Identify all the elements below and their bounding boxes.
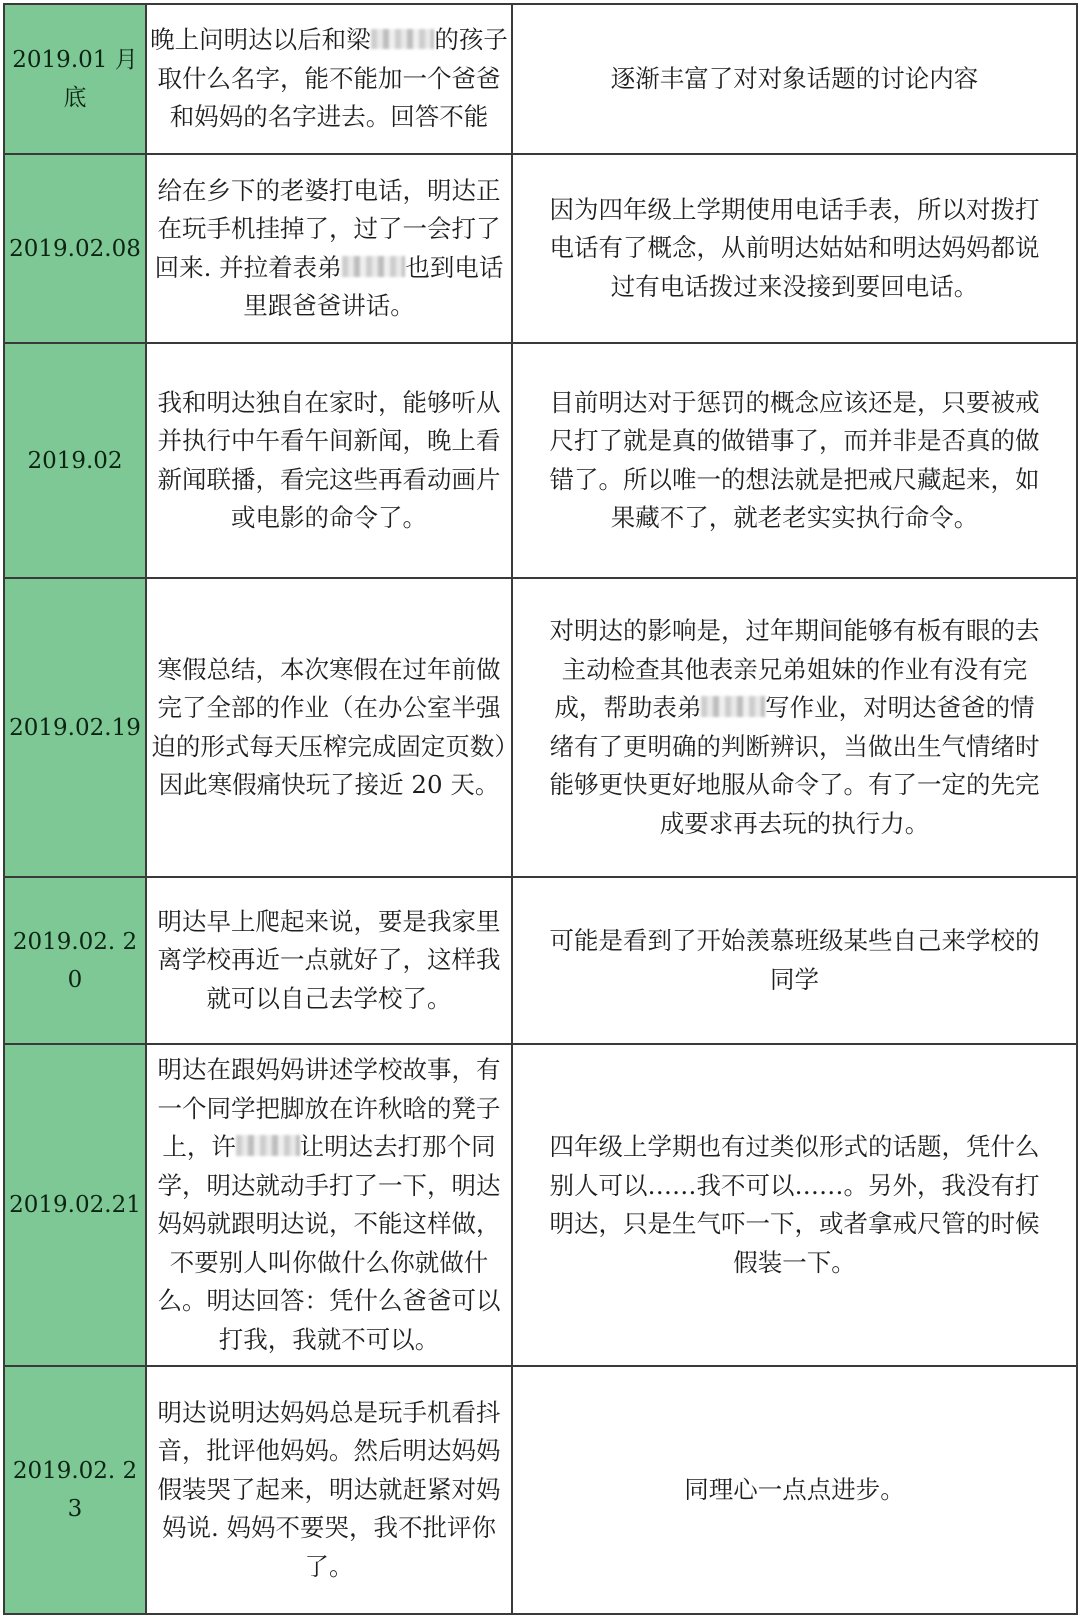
table-row — [4, 1366, 1077, 1614]
date-text: 2019.02. 20 — [12, 928, 138, 993]
note-text: 逐渐丰富了对对象话题的讨论内容 — [610, 63, 979, 93]
date-cell — [4, 877, 146, 1044]
table-row — [4, 877, 1077, 1044]
date-cell — [4, 578, 146, 877]
event-text: 寒假总结，本次寒假在过年前做完了全部的作业（在办公室半强迫的形式每天压榨完成固定页数）因此寒假痛快玩了接近 20 天。 — [151, 654, 507, 799]
date-cell — [4, 1044, 146, 1366]
note-text: 因为四年级上学期使用电话手表，所以对拨打电话有了概念，从前明达姑姑和明达妈妈都说过有电话拨过来没接到要回电话。 — [549, 194, 1040, 301]
note-text: 写作业，对明达爸爸的情绪有了更明确的判断辨识，当做出生气情绪时能够更快更好地服从命令了。有了一定的先完成要求再去玩的执行力。 — [549, 693, 1040, 838]
event-cell — [146, 1366, 512, 1614]
date-text: 2019.02. 23 — [12, 1458, 138, 1522]
note-text: 目前明达对于惩罚的概念应该还是，只要被戒尺打了就是真的做错事了，而并非是否真的做错了。所以唯一的想法就是把戒尺藏起来，如果藏不了，就老老实实执行命令。 — [549, 387, 1040, 532]
redacted-name — [701, 696, 765, 717]
date-text: 2019.02.19 — [9, 714, 141, 741]
date-cell — [4, 154, 146, 343]
table-row — [4, 343, 1077, 578]
event-text: 明达早上爬起来说，要是我家里离学校再近一点就好了，这样我就可以自己去学校了。 — [157, 906, 501, 1013]
date-cell — [4, 1366, 146, 1614]
event-cell — [146, 154, 512, 343]
event-text: 明达说明达妈妈总是玩手机看抖音，批评他妈妈。然后明达妈妈假装哭了起来，明达就赶紧对妈妈说. 妈妈不要哭，我不批评你了。 — [157, 1397, 501, 1581]
note-text: 四年级上学期也有过类似形式的话题，凭什么别人可以……我不可以……。另外，我没有打明达，只是生气吓一下，或者拿戒尺管的时候假装一下。 — [549, 1132, 1040, 1277]
event-cell — [146, 578, 512, 877]
note-cell — [512, 154, 1077, 343]
date-text: 2019.02.08 — [9, 235, 141, 262]
note-cell — [512, 578, 1077, 877]
table-row — [4, 154, 1077, 343]
note-text: 可能是看到了开始羡慕班级某些自己来学校的同学 — [549, 926, 1040, 994]
table-row — [4, 4, 1077, 154]
event-cell — [146, 877, 512, 1044]
event-cell — [146, 1044, 512, 1366]
event-cell — [146, 343, 512, 578]
table-row — [4, 578, 1077, 877]
date-cell — [4, 4, 146, 154]
redacted-name — [371, 29, 435, 50]
event-cell — [146, 4, 512, 154]
note-text: 对明达的影响是，过年期间能够有板有眼的去主动检查其他表亲兄弟姐妹的作业有没有完成，帮助表弟 — [549, 616, 1040, 722]
event-text: 晚上问明达以后和梁 — [150, 25, 371, 55]
date-text: 2019.01 月底 — [12, 47, 138, 111]
date-text: 2019.02.21 — [9, 1192, 141, 1218]
note-cell — [512, 1044, 1077, 1366]
date-cell — [4, 343, 146, 578]
date-text: 2019.02 — [27, 447, 123, 474]
event-text: 让明达去打那个同学，明达就动手打了一下，明达妈妈就跟明达说，不能这样做，不要别人叫你做什么你就做什么。明达回答：凭什么爸爸可以打我，我就不可以。 — [157, 1132, 501, 1354]
event-text: 我和明达独自在家时，能够听从并执行中午看午间新闻，晚上看新闻联播，看完这些再看动画片或电影的命令了。 — [157, 387, 501, 532]
event-text: 的孩子取什么名字，能不能加一个爸爸和妈妈的名字进去。回答不能 — [157, 25, 508, 132]
event-text: 明达在跟妈妈讲述学校故事，有一个同学把脚放在许秋晗的凳子上，许 — [157, 1055, 501, 1161]
diary-table — [3, 3, 1078, 1615]
event-text: 给在乡下的老婆打电话，明达正在玩手机挂掉了，过了一会打了回来. 并拉着表弟 — [154, 175, 501, 282]
redacted-name — [342, 256, 406, 277]
note-cell — [512, 4, 1077, 154]
note-cell — [512, 877, 1077, 1044]
note-cell — [512, 343, 1077, 578]
redacted-name — [236, 1135, 300, 1156]
note-cell — [512, 1366, 1077, 1614]
note-text: 同理心一点点进步。 — [684, 1474, 905, 1504]
table-row — [4, 1044, 1077, 1366]
event-text: 也到电话里跟爸爸讲话。 — [243, 252, 504, 320]
